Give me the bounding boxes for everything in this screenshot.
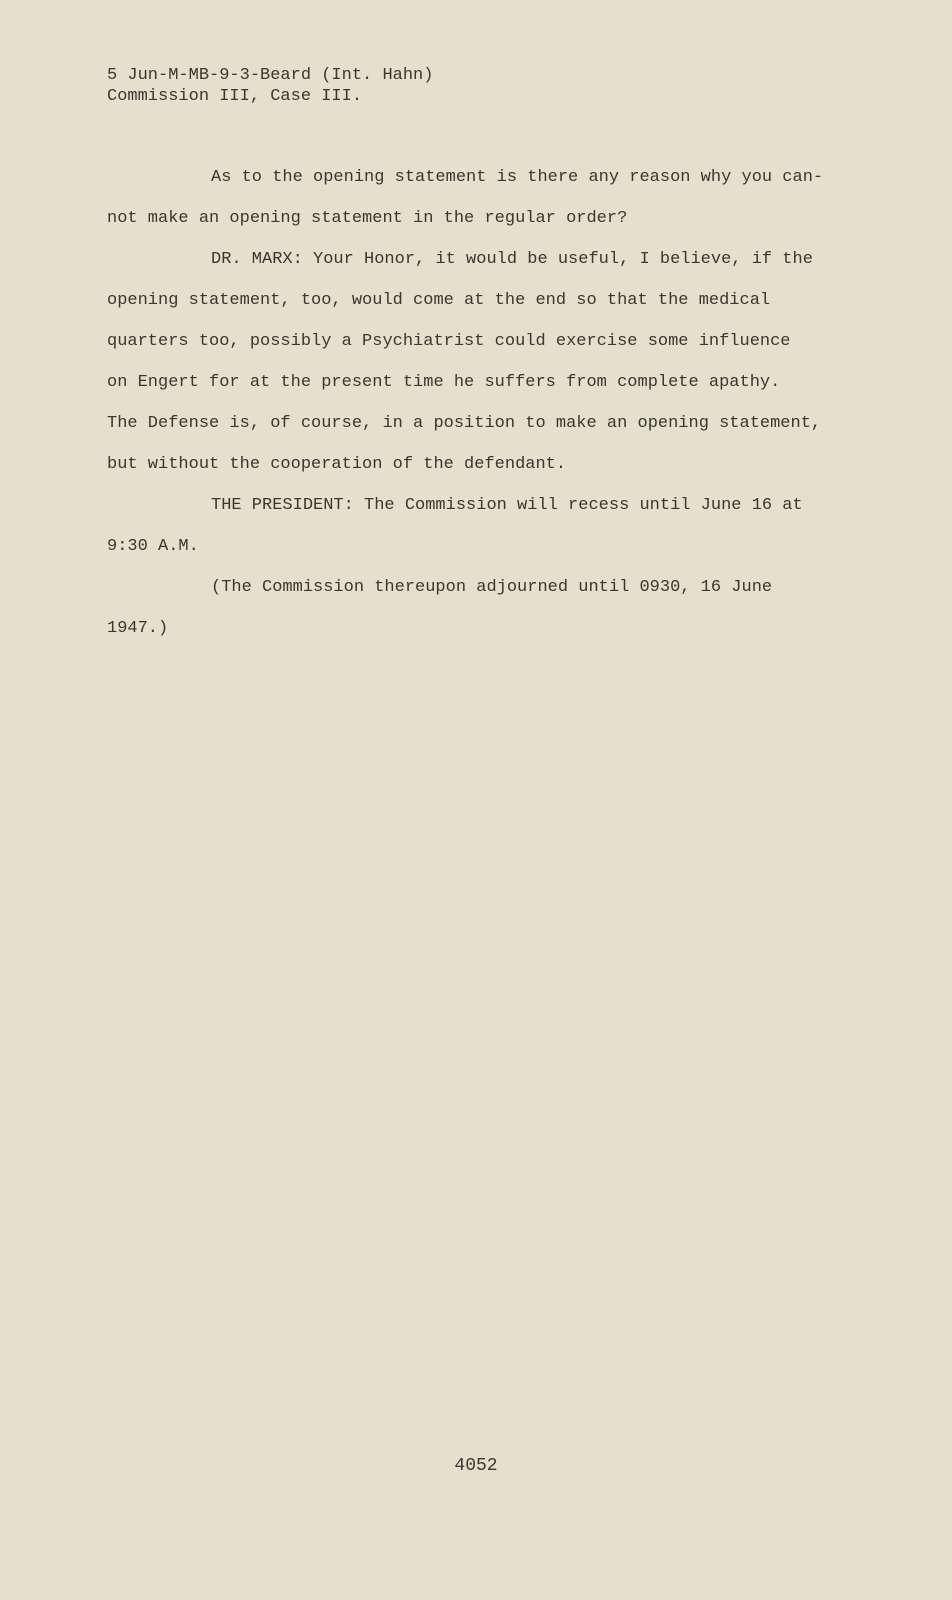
body-line: As to the opening statement is there any reason why you can-	[211, 168, 824, 187]
body-line: on Engert for at the present time he suffers from complete apathy.	[107, 373, 781, 392]
adjournment-note-end: 1947.)	[107, 619, 169, 638]
header-session-code: 5 Jun-M-MB-9-3-Beard (Int. Hahn)	[107, 66, 434, 85]
speaker-line-president: THE PRESIDENT: The Commission will recess until June 16 at	[211, 496, 803, 515]
body-line: The Defense is, of course, in a position to make an opening statement,	[107, 414, 822, 433]
body-line: opening statement, too, would come at the end so that the medical	[107, 291, 771, 310]
body-line: not make an opening statement in the regular order?	[107, 209, 628, 228]
header-commission-case: Commission III, Case III.	[107, 87, 363, 106]
page-number: 4052	[454, 1456, 498, 1476]
document-header	[107, 65, 433, 107]
body-line: 9:30 A.M.	[107, 537, 199, 556]
adjournment-note: (The Commission thereupon adjourned until 0930, 16 June	[211, 578, 773, 597]
body-line: quarters too, possibly a Psychiatrist could exercise some influence	[107, 332, 791, 351]
body-line: but without the cooperation of the defendant.	[107, 455, 567, 474]
speaker-line-marx: DR. MARX: Your Honor, it would be useful, I believe, if the	[211, 250, 813, 269]
